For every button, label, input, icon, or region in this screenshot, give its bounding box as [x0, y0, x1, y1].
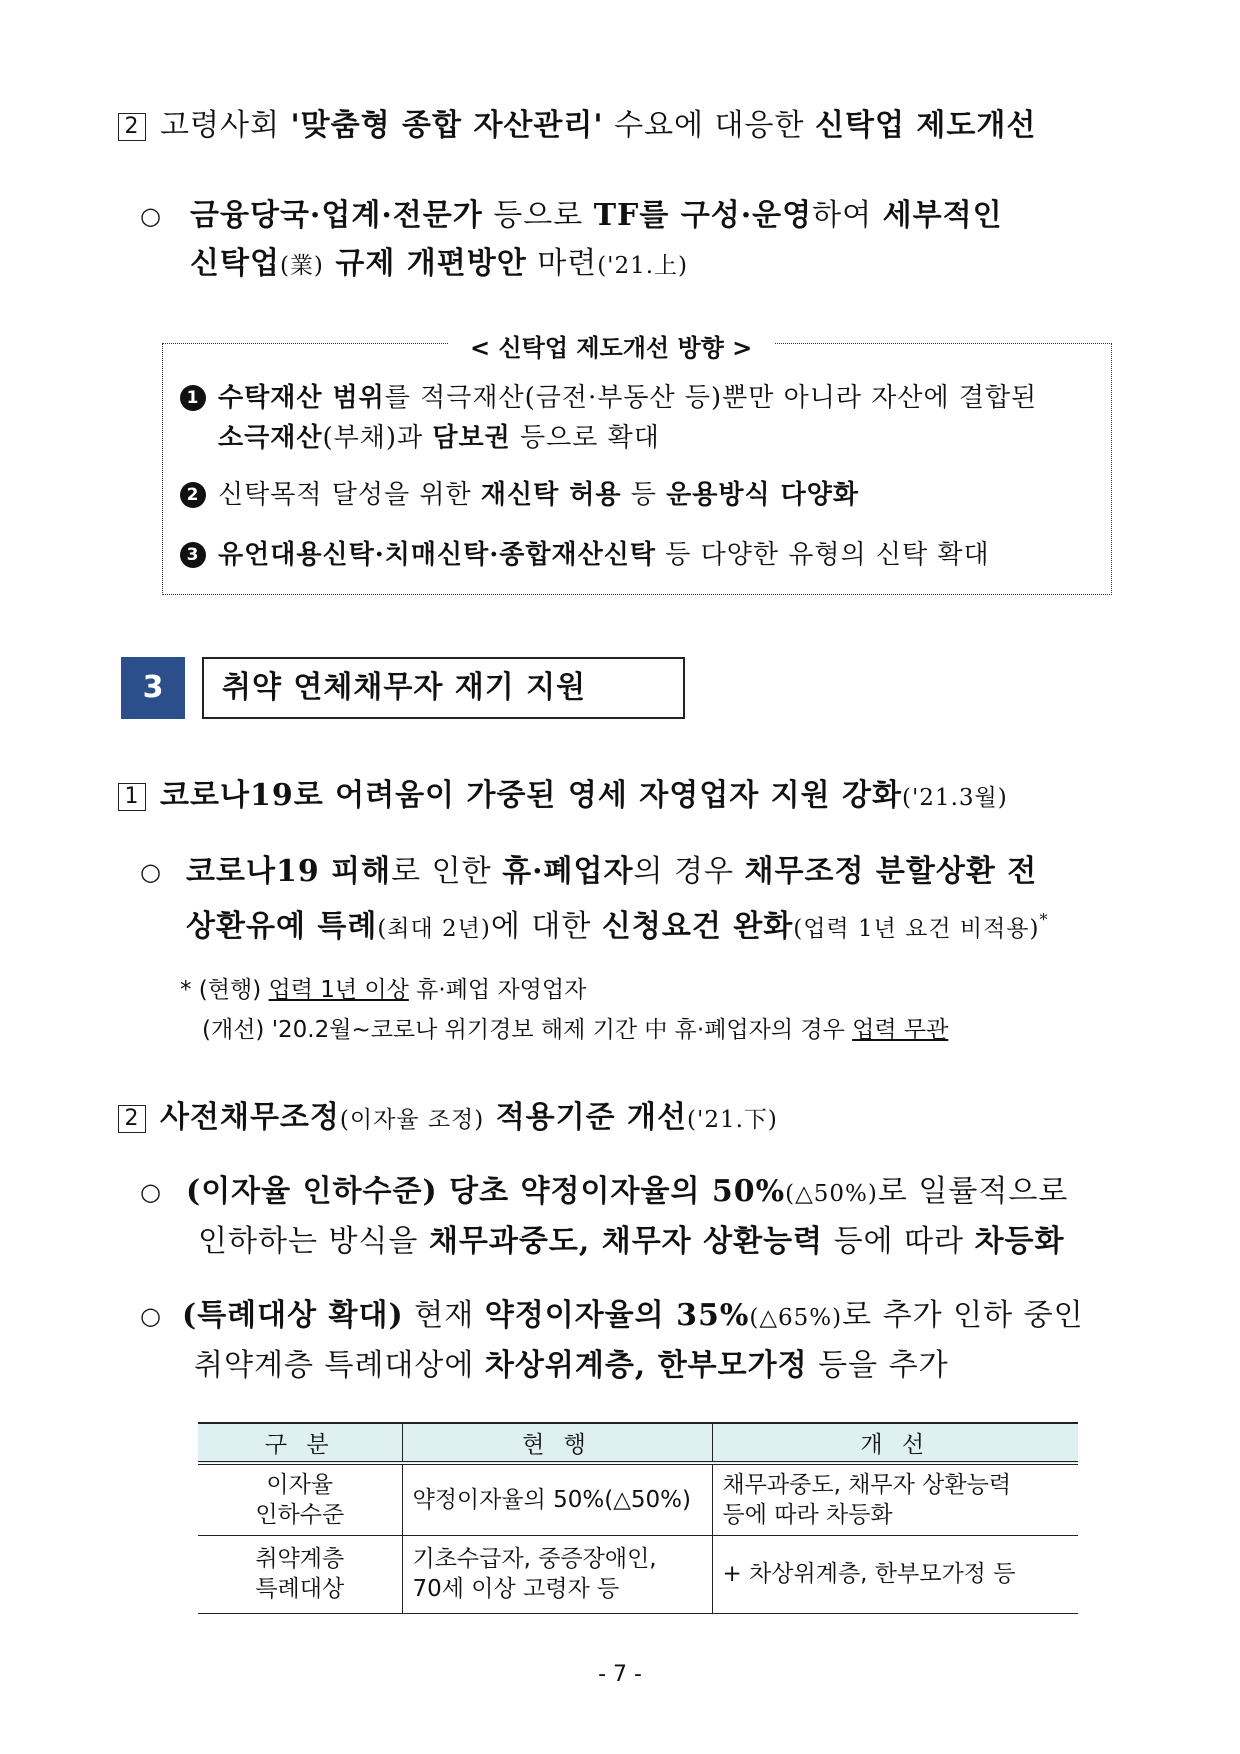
table-header: 현 행	[402, 1423, 712, 1463]
policy-item: 2 신탁목적 달성을 위한 재신탁 허용 등 운용방식 다양화	[180, 475, 859, 515]
comparison-table	[198, 1422, 1078, 1614]
policy-item: 3 유언대용신탁·치매신탁·종합재산신탁 등 다양한 유형의 신탁 확대	[180, 535, 990, 575]
bullet-special-target: ○ (특례대상 확대) 현재 약정이자율의 35%(△65%)로 추가 인하 중인 취약계층 특례대상에 차상위계층, 한부모가정 등을 추가	[140, 1292, 1120, 1390]
bullet-circle-icon: ○	[140, 1302, 162, 1330]
bullet-circle-icon: ○	[140, 1178, 162, 1206]
subheading-number-box: 2	[118, 1105, 146, 1133]
table-cell: 약정이자율의 50%(△50%)	[402, 1463, 712, 1535]
number-1-icon: 1	[180, 385, 206, 411]
bullet-circle-icon: ○	[140, 202, 162, 230]
section-title: 취약 연체채무자 재기 지원	[202, 657, 685, 719]
table-cell: 취약계층 특례대상	[198, 1535, 402, 1613]
subheading-trust-reform: 2 고령사회 '맞춤형 종합 자산관리' 수요에 대응한 신탁업 제도개선	[118, 100, 1036, 144]
section-number: 3	[121, 657, 185, 719]
number-2-icon: 2	[180, 482, 206, 508]
table-header-row	[198, 1423, 1078, 1463]
subheading-number-box: 1	[118, 783, 146, 811]
page-number: - 7 -	[598, 1662, 642, 1687]
subheading-number-box: 2	[118, 113, 146, 141]
table-cell: 채무과중도, 채무자 상환능력 등에 따라 차등화	[712, 1463, 1078, 1535]
table-row	[198, 1535, 1078, 1613]
subheading-covid-support: 1 코로나19로 어려움이 가중된 영세 자영업자 지원 강화('21.3월)	[118, 770, 1008, 814]
bullet-circle-icon: ○	[140, 858, 162, 886]
table-cell: + 차상위계층, 한부모가정 등	[712, 1535, 1078, 1613]
table-header: 개 선	[712, 1423, 1078, 1463]
table-cell: 이자율 인하수준	[198, 1463, 402, 1535]
policy-item: 1 수탁재산 범위를 적극재산(금전·부동산 등)뿐만 아니라 자산에 결합된 소극재산(부채)과 담보권 등으로 확대	[180, 378, 1100, 458]
number-3-icon: 3	[180, 542, 206, 568]
bullet-rate-level: ○ (이자율 인하수준) 당초 약정이자율의 50%(△50%)로 일률적으로 인하하는 방식을 채무과중도, 채무자 상환능력 등에 따라 차등화	[140, 1168, 1120, 1266]
table-cell: 기초수급자, 중증장애인, 70세 이상 고령자 등	[402, 1535, 712, 1613]
table-row	[198, 1463, 1078, 1535]
footnote: * (현행) 업력 1년 이상 휴·폐업 자영업자 (개선) '20.2월~코로나 위기경보 해제 기간 中 휴·폐업자의 경우 업력 무관	[180, 977, 949, 1043]
table-header: 구 분	[198, 1423, 402, 1463]
bullet-tf: ○ 금융당국·업계·전문가 등으로 TF를 구성·운영하여 세부적인 신탁업(業) 규제 개편방안 마련('21.上)	[140, 192, 1120, 290]
policy-direction-title: < 신탁업 제도개선 방향 >	[448, 328, 774, 363]
subheading-pre-debt-adjustment: 2 사전채무조정(이자율 조정) 적용기준 개선('21.下)	[118, 1092, 778, 1136]
bullet-covid-relief: ○ 코로나19 피해로 인한 휴·폐업자의 경우 채무조정 분할상환 전 상환유예 특례(최대 2년)에 대한 신청요건 완화(업력 1년 요건 비적용)*	[140, 848, 1120, 953]
